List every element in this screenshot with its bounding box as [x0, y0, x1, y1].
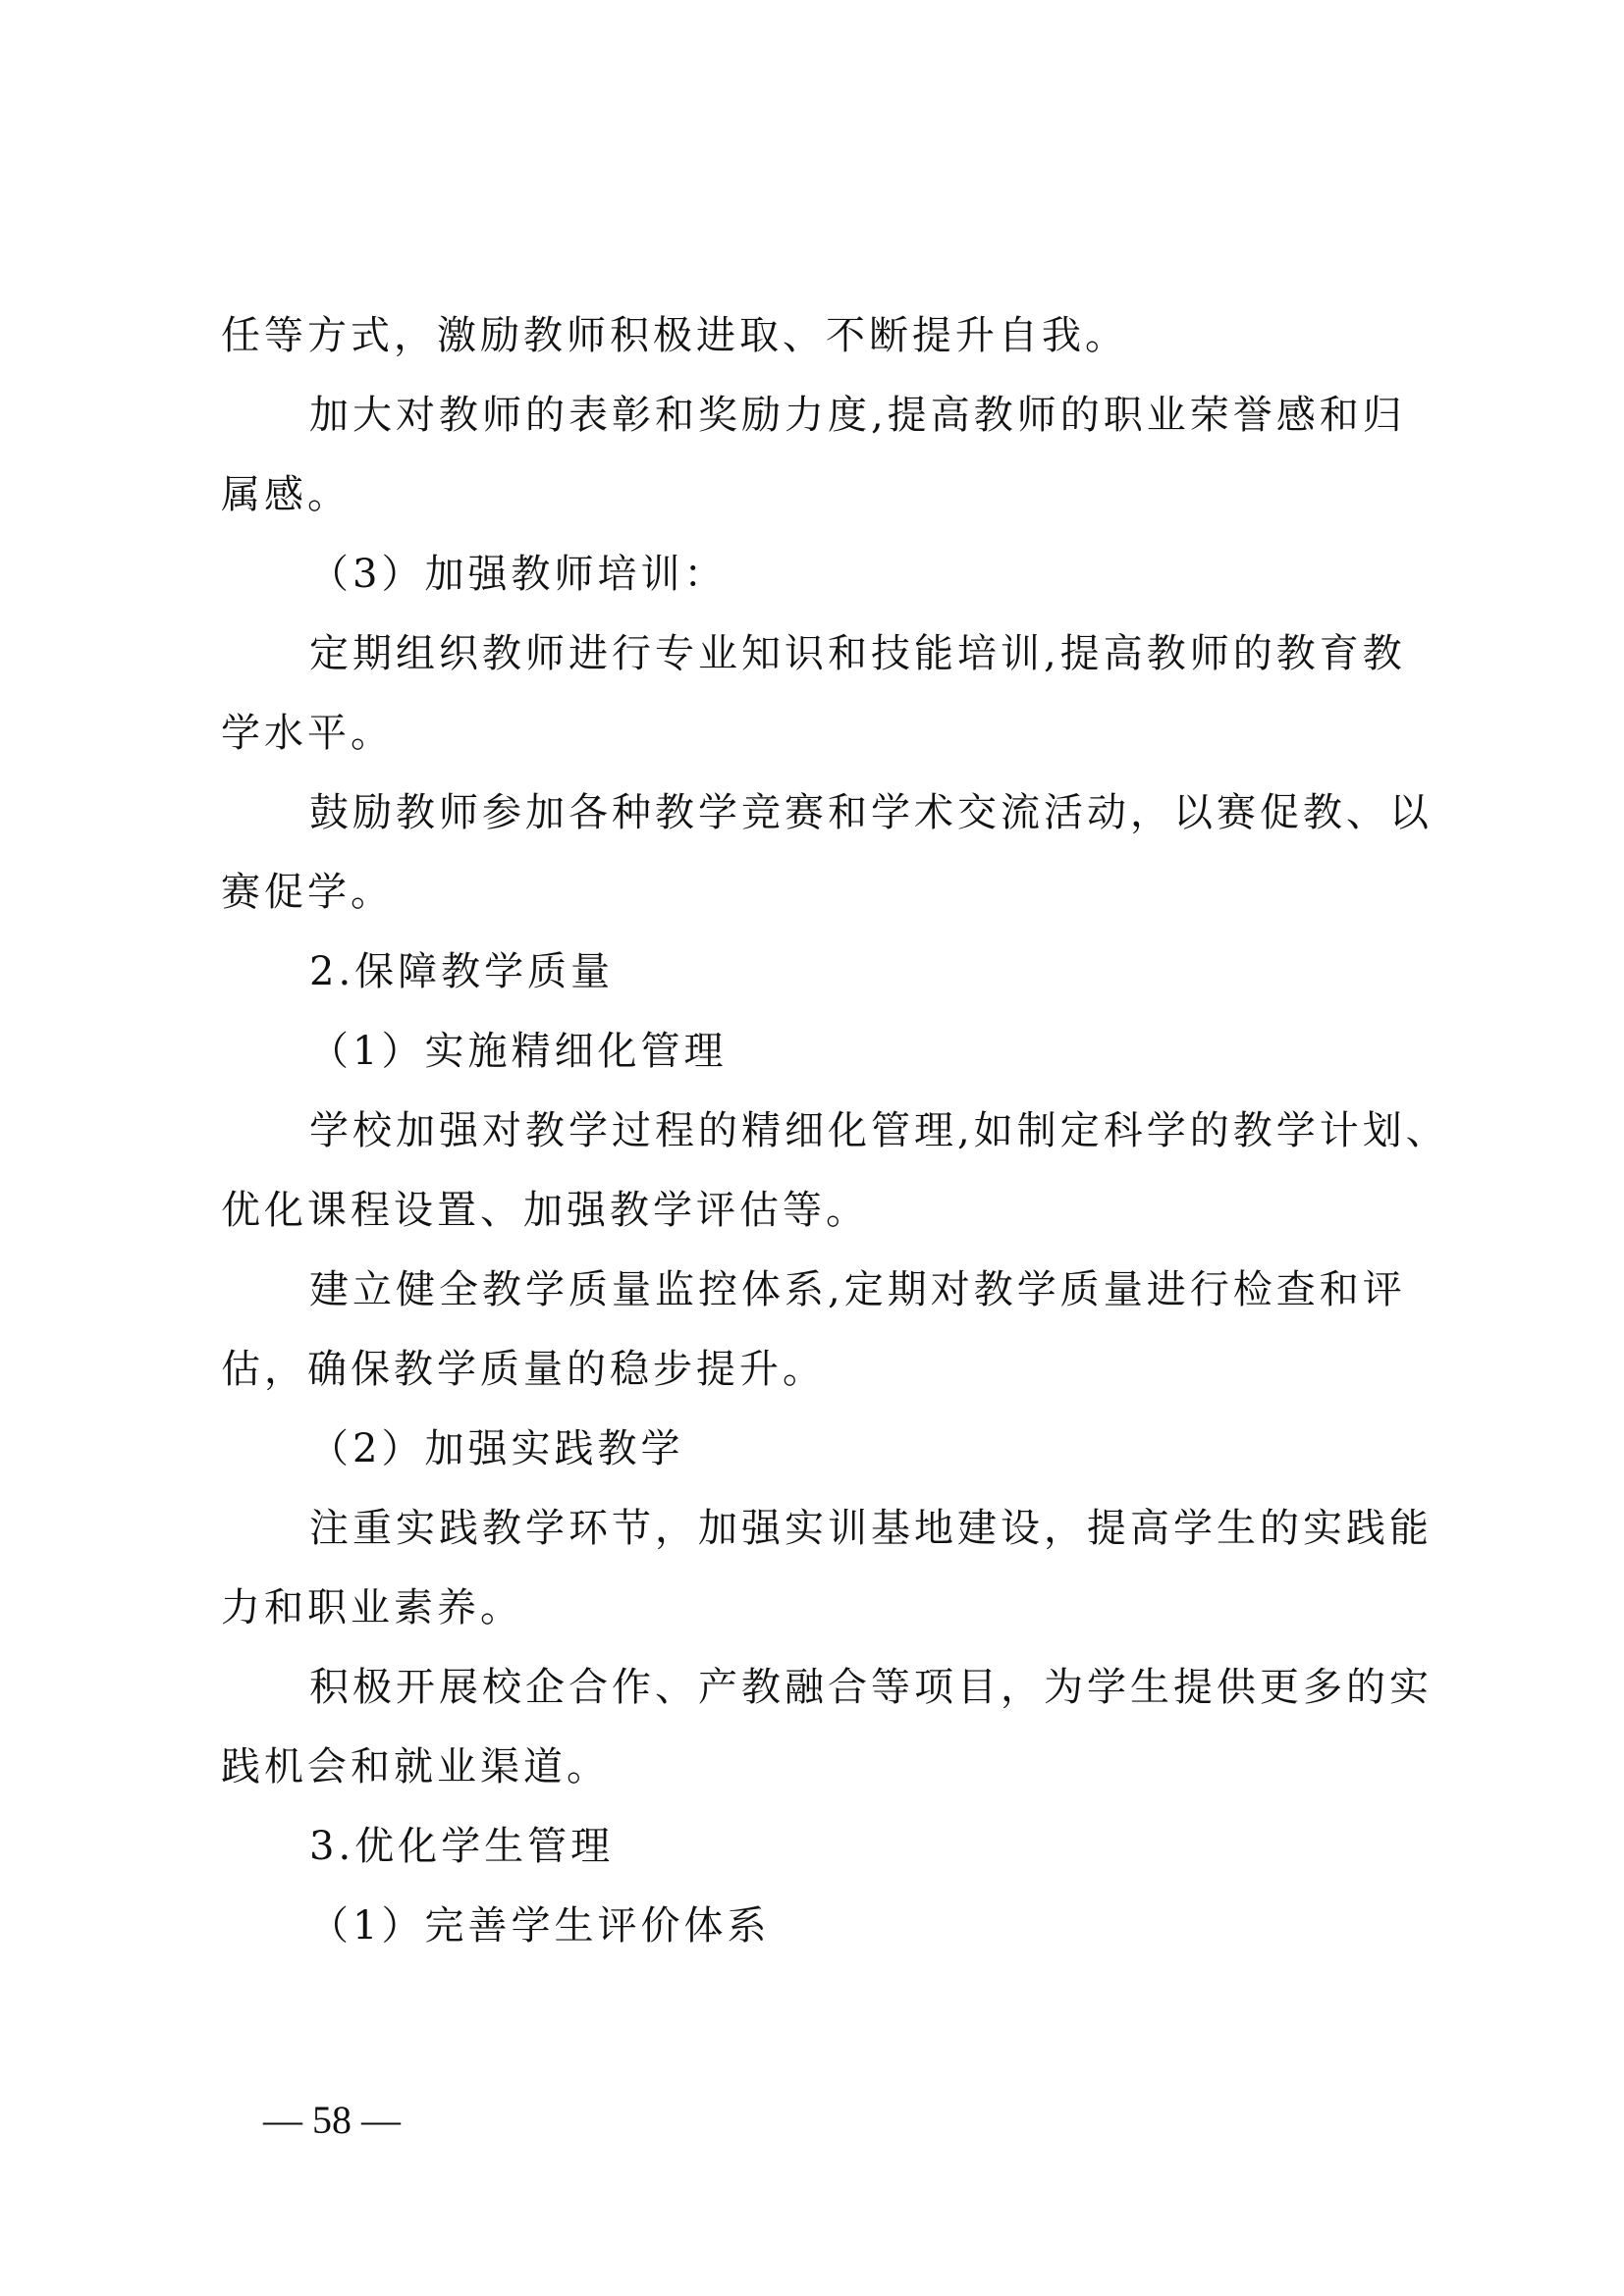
text-line: 2.保障教学质量: [309, 949, 615, 994]
text-line: （1）实施精细化管理: [309, 1029, 728, 1074]
text-line: 力和职业素养。: [221, 1585, 523, 1630]
text-line: 践机会和就业渠道。: [221, 1744, 610, 1789]
text-line: 属感。: [221, 472, 351, 517]
text-line: 鼓励教师参加各种教学竞赛和学术交流活动，以赛促教、以: [309, 790, 1433, 835]
text-line: 学水平。: [221, 711, 394, 756]
text-line: 任等方式，激励教师积极进取、不断提升自我。: [221, 313, 1128, 358]
text-line: 建立健全教学质量监控体系,定期对教学质量进行检查和评: [309, 1267, 1406, 1312]
text-line: （1）完善学生评价体系: [309, 1903, 771, 1949]
text-line: （3）加强教师培训：: [309, 552, 728, 597]
text-line: 赛促学。: [221, 870, 394, 915]
text-line: 学校加强对教学过程的精细化管理,如制定科学的教学计划、: [309, 1108, 1449, 1153]
text-line: 定期组织教师进行专业知识和技能培训,提高教师的教育教: [309, 631, 1406, 676]
text-line: 估，确保教学质量的稳步提升。: [221, 1347, 826, 1392]
page-body: [221, 296, 1458, 1966]
text-line: 加大对教师的表彰和奖励力度,提高教师的职业荣誉感和归: [309, 393, 1406, 438]
text-line: 3.优化学生管理: [309, 1824, 615, 1869]
text-line: 注重实践教学环节，加强实训基地建设，提高学生的实践能: [309, 1506, 1433, 1551]
text-line: 积极开展校企合作、产教融合等项目，为学生提供更多的实: [309, 1665, 1433, 1710]
text-line: 优化课程设置、加强教学评估等。: [221, 1188, 869, 1233]
text-line: （2）加强实践教学: [309, 1426, 684, 1471]
page-number: — 58 —: [263, 2098, 401, 2142]
